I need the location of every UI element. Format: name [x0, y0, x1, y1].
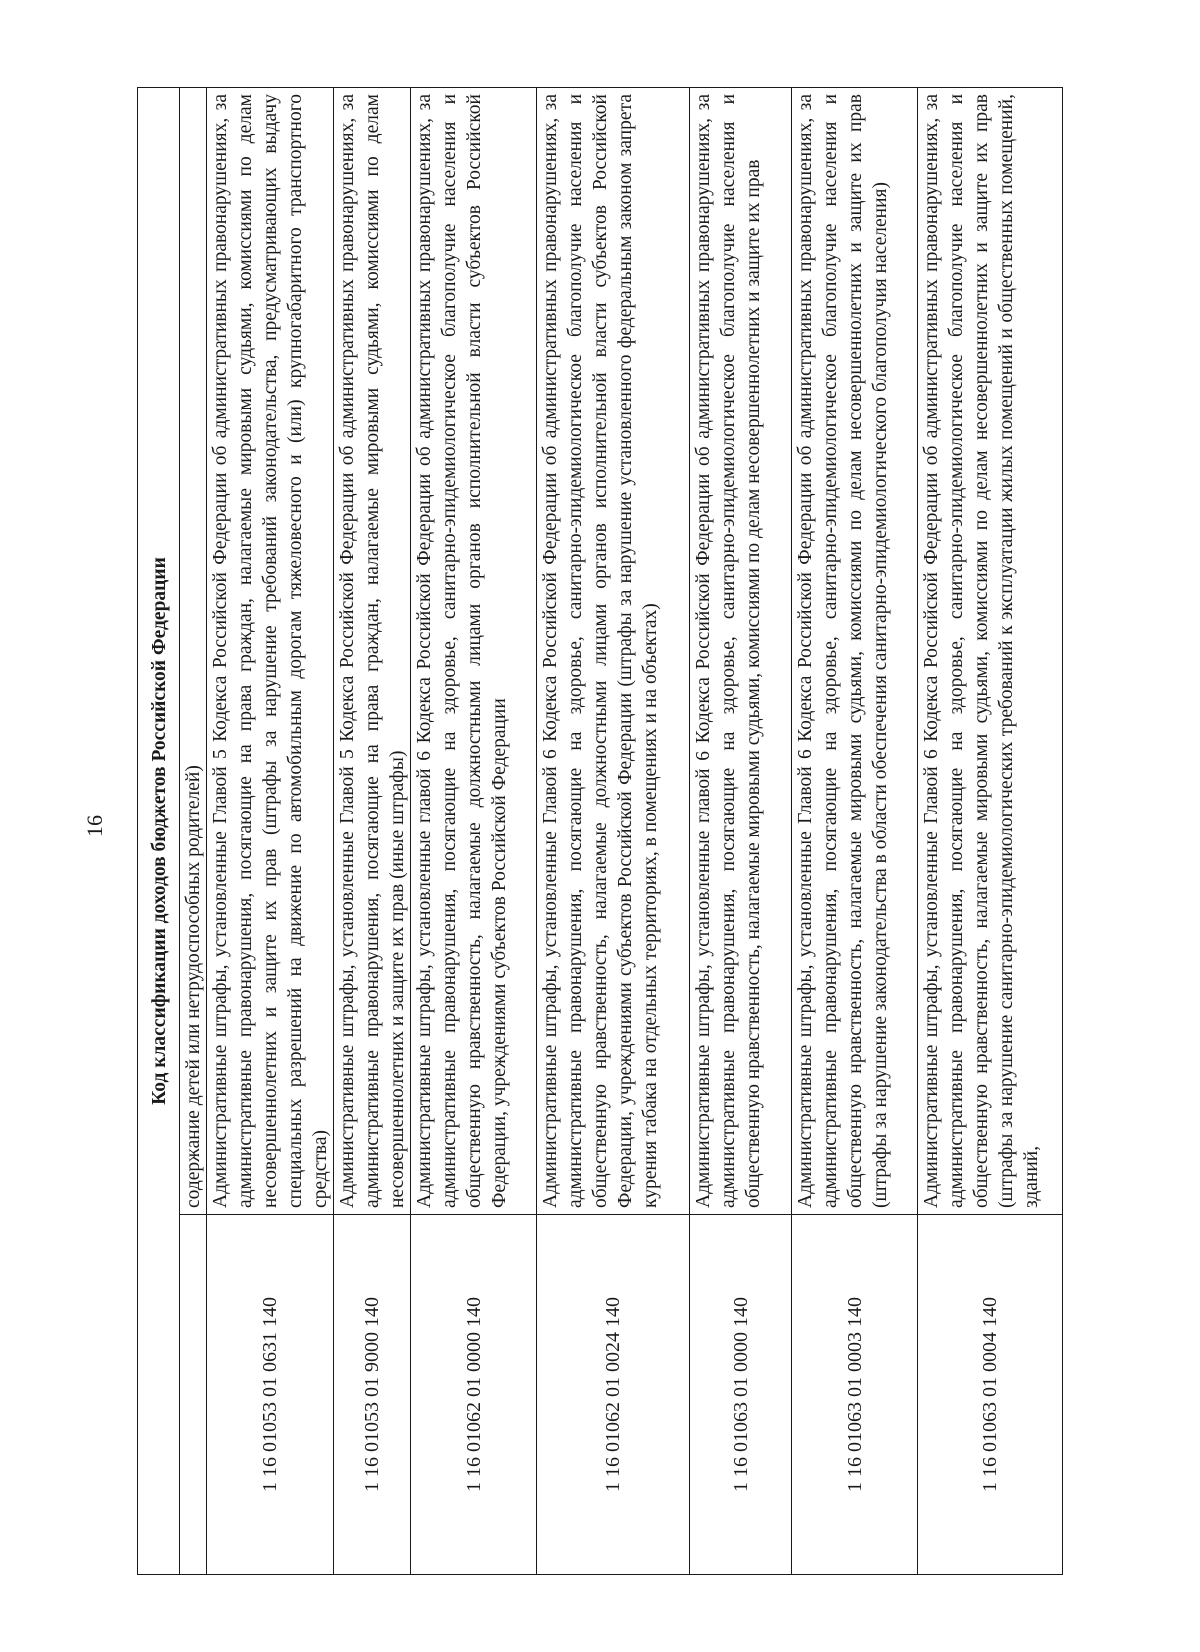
- row-description: Административные штрафы, установленные Главой 6 Кодекса Российской Федерации об административных правонарушениях, за административные правонарушения, посягающие на здоровье, санитарно-эпидемиологическое благополучие населения и общественную нравственность, налагаемые мировыми судьями, комиссиями по делам несовершеннолетних и защите их прав (штрафы за нарушение законодательства в области обеспечения санитарно-эпидемиологического благополучия населения): [792, 88, 918, 1215]
- row-description: Административные штрафы, установленные Главой 6 Кодекса Российской Федерации об административных правонарушениях, за административные правонарушения, посягающие на здоровье, санитарно-эпидемиологическое благополучие населения и общественную нравственность, налагаемые должностными лицами органов исполнительной власти субъектов Российской Федерации, учреждениями субъектов Российской Федерации (штрафы за нарушение установленного федеральным законом запрета курения табака на отдельных территориях, в помещениях и на объектах): [537, 88, 690, 1215]
- table-row: [334, 88, 411, 1575]
- row-code: 1 16 01063 01 0000 140: [690, 1215, 792, 1575]
- page-number: 16: [82, 815, 107, 837]
- row-description: Административные штрафы, установленные Главой 6 Кодекса Российской Федерации об административных правонарушениях, за административные правонарушения, посягающие на здоровье, санитарно-эпидемиологическое благополучие населения и общественную нравственность, налагаемые мировыми судьями, комиссиями по делам несовершеннолетних и защите их прав (штрафы за нарушение санитарно-эпидемиологических требований к эксплуатации жилых помещений и общественных помещений, зданий,: [918, 88, 1063, 1215]
- budget-classification-table: [137, 87, 1063, 1575]
- table-row: [690, 88, 792, 1575]
- row-description: Административные штрафы, установленные Главой 5 Кодекса Российской Федерации об административных правонарушениях, за административные правонарушения, посягающие на права граждан, налагаемые мировыми судьями, комиссиями по делам несовершеннолетних и защите их прав (иные штрафы): [334, 88, 411, 1215]
- row-code: 1 16 01063 01 0003 140: [792, 1215, 918, 1575]
- row-code: 1 16 01053 01 0631 140: [207, 1215, 334, 1575]
- continuation-row: [180, 88, 207, 1575]
- table-row: [207, 88, 334, 1575]
- table-header-row: [138, 88, 180, 1575]
- row-description: Административные штрафы, установленные главой 6 Кодекса Российской Федерации об административных правонарушениях, за административные правонарушения, посягающие на здоровье, санитарно-эпидемиологическое благополучие населения и общественную нравственность, налагаемые должностными лицами органов исполнительной власти субъектов Российской Федерации, учреждениями субъектов Российской Федерации: [411, 88, 537, 1215]
- row-code: 1 16 01053 01 9000 140: [334, 1215, 411, 1575]
- continuation-code-cell: [180, 1215, 207, 1575]
- row-code: 1 16 01062 01 0024 140: [537, 1215, 690, 1575]
- table-row: [537, 88, 690, 1575]
- table-row: [411, 88, 537, 1575]
- row-description: Административные штрафы, установленные Главой 5 Кодекса Российской Федерации об административных правонарушениях, за административные правонарушения, посягающие на права граждан, налагаемые мировыми судьями, комиссиями по делам несовершеннолетних и защите их прав (штрафы за нарушение требований законодательства, предусматривающих выдачу специальных разрешений на движение по автомобильным дорогам тяжеловесного и (или) крупногабаритного транспортного средства): [207, 88, 334, 1215]
- row-description: Административные штрафы, установленные главой 6 Кодекса Российской Федерации об административных правонарушениях, за административные правонарушения, посягающие на здоровье, санитарно-эпидемиологическое благополучие населения и общественную нравственность, налагаемые мировыми судьями, комиссиями по делам несовершеннолетних и защите их прав: [690, 88, 792, 1215]
- table-row: [918, 88, 1063, 1575]
- continuation-text: содержание детей или нетрудоспособных родителей): [180, 88, 207, 1215]
- row-code: 1 16 01063 01 0004 140: [918, 1215, 1063, 1575]
- rotated-page-content: [137, 88, 1063, 1575]
- row-code: 1 16 01062 01 0000 140: [411, 1215, 537, 1575]
- table-row: [792, 88, 918, 1575]
- table-header: Код классификации доходов бюджетов Российской Федерации: [138, 88, 180, 1575]
